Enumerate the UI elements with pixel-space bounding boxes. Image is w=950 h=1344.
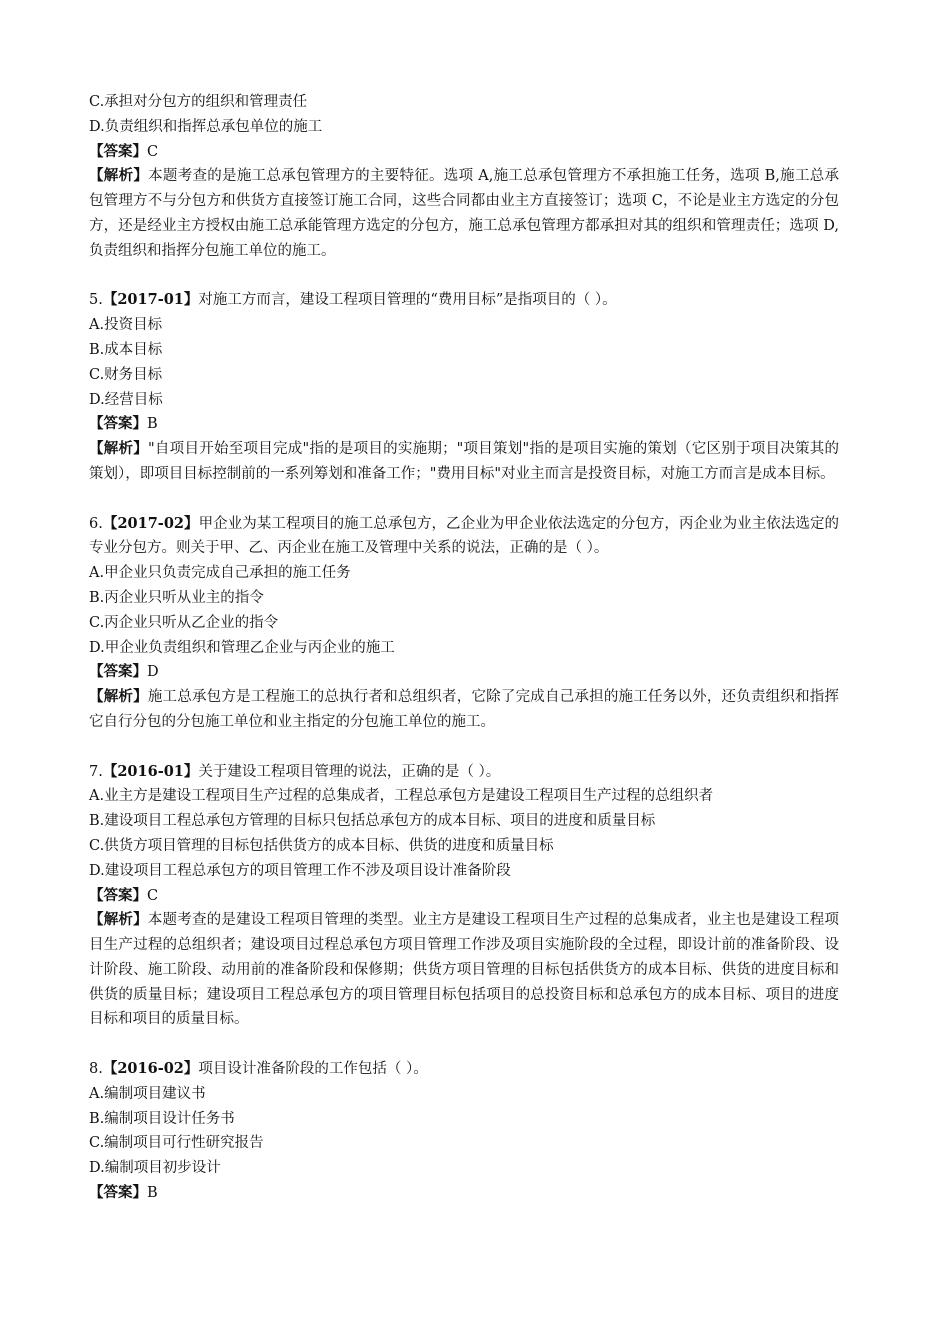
option-line <box>89 834 839 859</box>
option-text: D.甲企业负责组织和管理乙企业与丙企业的施工 <box>89 639 395 656</box>
option-text: C.丙企业只听从乙企业的指令 <box>89 614 279 631</box>
option-line <box>89 784 839 809</box>
option-line <box>89 338 839 363</box>
answer-tag: 【答案】 <box>89 142 147 160</box>
question-number: 6. <box>89 515 103 532</box>
analysis-tag: 【解析】 <box>89 911 148 929</box>
option-line <box>89 90 839 115</box>
question-text: 项目设计准备阶段的工作包括（ ）。 <box>198 1061 428 1078</box>
analysis-tag: 【解析】 <box>89 440 149 458</box>
option-text: D.负责组织和指挥总承包单位的施工 <box>89 118 323 135</box>
option-text: C.编制项目可行性研究报告 <box>89 1135 264 1152</box>
option-line <box>89 611 839 636</box>
analysis-text: 施工总承包方是工程施工的总执行者和总组织者，它除了完成自己承担的施工任务以外，还负责组织和指挥它自行分包的分包施工单位和业主指定的分包施工单位的施工。 <box>89 689 839 730</box>
option-line <box>89 115 839 140</box>
question-number: 7. <box>89 763 103 780</box>
analysis-paragraph <box>89 437 839 487</box>
option-line <box>89 561 839 586</box>
option-text: A.甲企业只负责完成自己承担的施工任务 <box>89 565 351 582</box>
analysis-text: 本题考查的是建设工程项目管理的类型。业主方是建设工程项目生产过程的总集成者，业主也是建设工程项目生产过程的总组织者；建设项目过程总承包方项目管理工作涉及项目实施阶段的全过程，即设计前的准备阶段、设计阶段、施工阶段、动用前的准备阶段和保修期；供货方项目管理的目标包括供货方的成本目标、供货的进度目标和供货的质量目标；建设项目工程总承包方的项目管理目标包括项目的总投资目标和总承包方的成本目标、项目的进度目标和项目的质量目标。 <box>89 912 839 1028</box>
option-text: C.供货方项目管理的目标包括供货方的成本目标、供货的进度和质量目标 <box>89 837 554 854</box>
paragraph-gap <box>89 264 839 289</box>
option-line <box>89 859 839 884</box>
answer-tag: 【答案】 <box>89 415 147 433</box>
answer-line <box>89 412 839 437</box>
analysis-text: 本题考查的是施工总承包管理方的主要特征。选项 A,施工总承包管理方不承担施工任务，选项 B,施工总承包管理方不与分包方和供货方直接签订施工合同，这些合同都由业主方直接签订；选项 C，不论是业主方选定的分包方，还是经业主方授权由施工总承能管理方选定的分包方，施工总承包管理方都承担对其的组织和管理责任；选项 D,负责组织和指挥分包施工单位的施工。 <box>89 168 840 259</box>
option-line <box>89 586 839 611</box>
question-year-tag: 【2016-02】 <box>102 1060 199 1078</box>
answer-line <box>89 884 839 909</box>
option-line <box>89 809 839 834</box>
option-text: C.承担对分包方的组织和管理责任 <box>89 94 308 110</box>
option-text: B.成本目标 <box>89 341 163 358</box>
answer-line <box>89 1181 839 1206</box>
answer-value: D <box>147 664 159 681</box>
analysis-paragraph <box>89 164 839 263</box>
option-text: B.丙企业只听从业主的指令 <box>89 589 264 606</box>
option-text: B.编制项目设计任务书 <box>89 1110 235 1127</box>
option-line <box>89 1156 839 1181</box>
option-line <box>89 313 839 338</box>
question-text: 对施工方而言，建设工程项目管理的“费用目标”是指项目的（ ）。 <box>198 292 617 309</box>
option-text: D.建设项目工程总承包方的项目管理工作不涉及项目设计准备阶段 <box>89 862 511 879</box>
question-year-tag: 【2016-01】 <box>102 762 199 780</box>
option-line <box>89 363 839 388</box>
analysis-paragraph <box>89 908 839 1032</box>
answer-tag: 【答案】 <box>89 886 147 904</box>
answer-value: C <box>147 143 159 160</box>
option-text: B.建设项目工程总承包方管理的目标只包括总承包方的成本目标、项目的进度和质量目标 <box>89 813 656 830</box>
answer-tag: 【答案】 <box>89 1184 147 1202</box>
question-stem <box>89 512 839 562</box>
analysis-tag: 【解析】 <box>89 167 149 185</box>
question-stem <box>89 760 839 785</box>
analysis-text: "自项目开始至项目完成"指的是项目的实施期；"项目策划"指的是项目实施的策划（它区别于项目决策其的策划），即项目目标控制前的一系列筹划和准备工作；"费用目标"对业主而言是投资目标，对施工方而言是成本目标。 <box>89 441 839 482</box>
option-text: C.财务目标 <box>89 366 163 383</box>
option-text: A.投资目标 <box>89 317 163 334</box>
option-line <box>89 388 839 413</box>
question-year-tag: 【2017-01】 <box>102 291 199 309</box>
answer-line <box>89 660 839 685</box>
answer-line <box>89 140 839 165</box>
question-stem <box>89 1057 839 1082</box>
option-line <box>89 636 839 661</box>
paragraph-gap <box>89 1032 839 1057</box>
option-text: A.业主方是建设工程项目生产过程的总集成者，工程总承包方是建设工程项目生产过程的总组织者 <box>89 788 714 805</box>
paragraph-gap <box>89 487 839 512</box>
answer-value: B <box>147 416 158 433</box>
option-text: D.编制项目初步设计 <box>89 1160 221 1177</box>
paragraph-gap <box>89 735 839 760</box>
option-line <box>89 1131 839 1156</box>
question-text: 关于建设工程项目管理的说法，正确的是（ ）。 <box>198 763 501 780</box>
option-text: A.编制项目建议书 <box>89 1085 206 1102</box>
answer-value: C <box>147 887 159 904</box>
question-number: 8. <box>89 1061 103 1078</box>
question-year-tag: 【2017-02】 <box>102 514 199 532</box>
option-line <box>89 1107 839 1132</box>
option-text: D.经营目标 <box>89 391 163 408</box>
answer-value: B <box>147 1185 158 1202</box>
document-page <box>89 90 839 1206</box>
question-text: 甲企业为某工程项目的施工总承包方，乙企业为甲企业依法选定的分包方，丙企业为业主依法选定的专业分包方。则关于甲、乙、丙企业在施工及管理中关系的说法，正确的是（ ）。 <box>89 515 839 557</box>
analysis-tag: 【解析】 <box>89 688 148 706</box>
question-stem <box>89 288 839 313</box>
answer-tag: 【答案】 <box>89 663 147 681</box>
question-number: 5. <box>89 292 103 309</box>
option-line <box>89 1082 839 1107</box>
analysis-paragraph <box>89 685 839 735</box>
